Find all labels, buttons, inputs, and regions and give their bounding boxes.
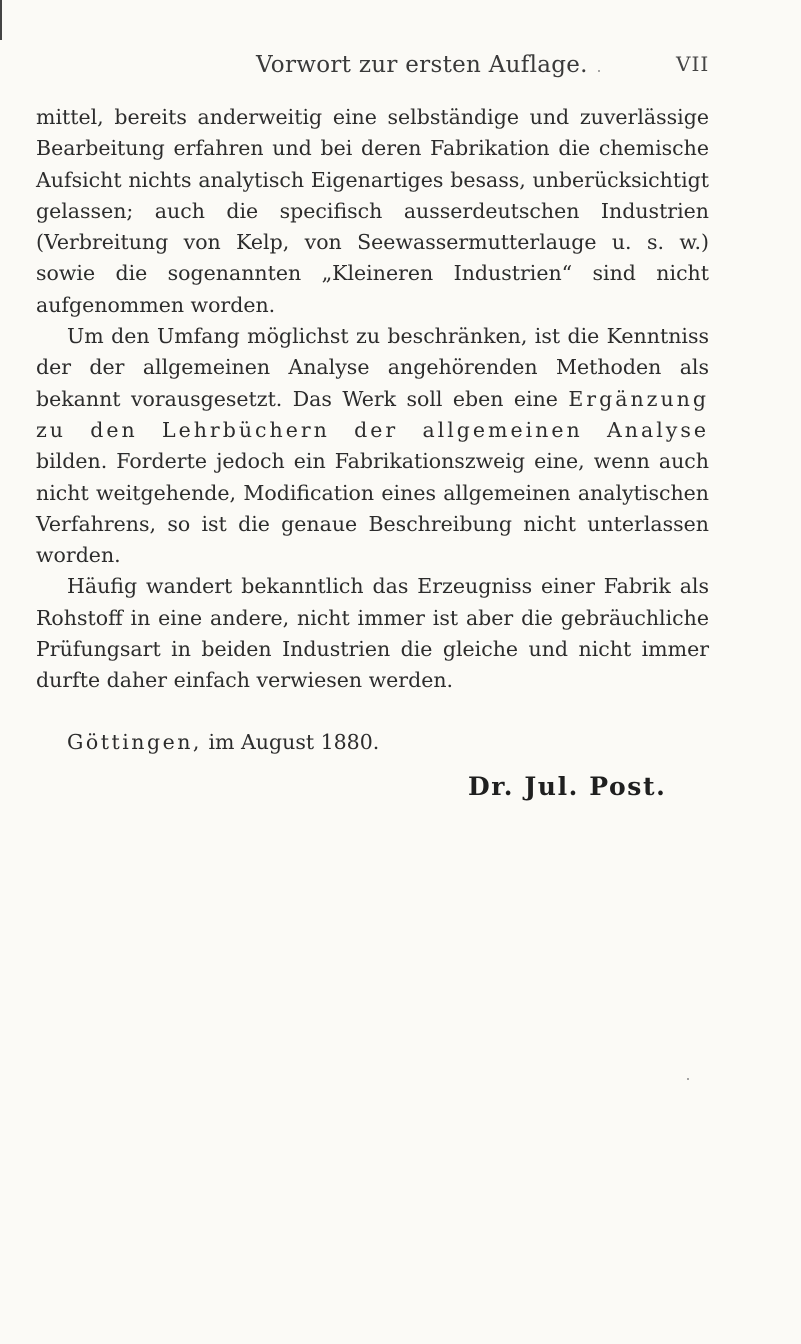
paragraph-raw-materials: [36, 571, 709, 696]
author-signature: Dr. Jul. Post.: [468, 772, 667, 801]
date: im August 1880.: [208, 730, 380, 754]
body-text: [36, 102, 709, 697]
paper-speck: [598, 70, 600, 72]
paragraph-text: Um den Umfang möglichst zu beschränken, ist die Kenntniss der der allgemeinen Analyse angehörenden Methoden als bekannt vorausgesetzt. Das Werk soll eben eine: [36, 324, 709, 411]
paper-speck: [687, 1078, 689, 1080]
paragraph-text: mittel, bereits anderweitig eine selbständige und zuverlässige Bearbeitung erfahren und bei deren Fabrikation die chemische Aufsicht nichts analytisch Eigenartiges besass, unberücksichtigt gelassen; auch die specifisch ausserdeutschen Industrien (Verbreitung von Kelp, von Seewassermutterlauge u. s. w.) sowie die sogenannten „Kleineren Industrien“ sind nicht aufgenommen worden.: [36, 105, 709, 317]
page-header: [0, 52, 801, 92]
page-number: VII: [676, 52, 710, 76]
paragraph-scope: [36, 321, 709, 571]
place-and-date: [67, 730, 379, 754]
paragraph-text: Häufig wandert bekanntlich das Erzeugniss einer Fabrik als Rohstoff in eine andere, nicht immer ist aber die gebräuchliche Prüfungsart in beiden Industrien die gleiche und nicht immer durfte daher einfach verwiesen werden.: [36, 574, 709, 693]
emphasized-text: Ergänzung zu den Lehrbüchern der allgemeinen Analyse: [36, 386, 709, 442]
paragraph-text: bilden. Forderte jedoch ein Fabrikationszweig eine, wenn auch nicht weitgehende, Modification eines allgemeinen analytischen Verfahrens, so ist die genaue Beschreibung nicht unterlassen worden.: [36, 449, 709, 568]
page-edge-mark: [0, 0, 2, 40]
place: Göttingen,: [67, 730, 202, 754]
paragraph-continuation: [36, 102, 709, 321]
running-title: Vorwort zur ersten Auflage.: [256, 52, 588, 78]
